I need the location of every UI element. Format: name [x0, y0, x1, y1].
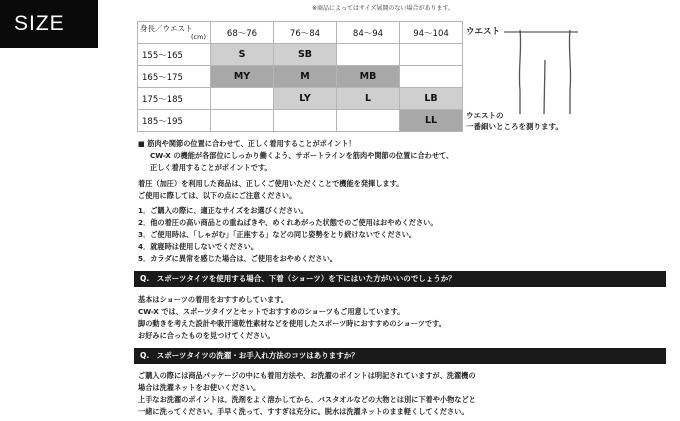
- size-cell: [211, 110, 274, 132]
- pressure-note: [138, 178, 403, 202]
- pressure-note-line: 着圧（加圧）を利用した商品は、正しくご使用いただくことで機能を発揮します。: [138, 179, 404, 188]
- availability-note: ※商品によってはサイズ展開のない場合があります。: [312, 5, 455, 12]
- size-cell: LB: [400, 88, 463, 110]
- row-header: 165〜175: [138, 66, 211, 88]
- size-chart-table: [137, 21, 463, 132]
- size-cell: [400, 44, 463, 66]
- faq-answer-underwear: [138, 294, 446, 342]
- legs-diagram-icon: [500, 20, 590, 115]
- fit-note-line: ■ 筋肉や関節の位置に合わせて、正しく着用することがポイント！: [138, 139, 356, 148]
- size-cell: [400, 66, 463, 88]
- answer-line: 場合は洗濯ネットをお使いください。: [138, 383, 261, 392]
- size-cell: S: [211, 44, 274, 66]
- table-row: [138, 44, 463, 66]
- size-cell: SB: [274, 44, 337, 66]
- size-cell: [211, 88, 274, 110]
- column-header: 76〜84: [274, 22, 337, 44]
- answer-line: CW-X では、スポーツタイツとセットでおすすめのショーツもご用意しています。: [138, 307, 405, 316]
- size-cell: MY: [211, 66, 274, 88]
- fit-note-line: 正しく着用することがポイントです。: [150, 163, 272, 172]
- row-header: 175〜185: [138, 88, 211, 110]
- table-row: [138, 110, 463, 132]
- waist-note-line: 一番細いところを測ります。: [466, 122, 563, 131]
- column-header: 94〜104: [400, 22, 463, 44]
- pressure-note-line: ご使用に際しては、以下の点にご注意ください。: [138, 191, 297, 200]
- size-cell: [337, 110, 400, 132]
- answer-line: 基本はショーツの着用をおすすめしています。: [138, 295, 289, 304]
- size-cell: [337, 44, 400, 66]
- answer-line: 一緒に洗ってください。手早く洗って、すすぎは充分に。脱水は洗濯ネットのまま軽くしてください。: [138, 407, 469, 416]
- fit-note-line: CW-X の機能が各部位にしっかり働くよう、サポートラインを筋肉や関節の位置に合わせて、: [150, 151, 454, 160]
- faq-answer-washing: [138, 370, 476, 418]
- size-cell: L: [337, 88, 400, 110]
- corner-unit: (cm): [191, 32, 206, 41]
- table-row: [138, 88, 463, 110]
- column-header: 68〜76: [211, 22, 274, 44]
- corner-label: 身長／ウエスト: [140, 23, 193, 33]
- caution-item: 1．ご購入の際に、適正なサイズをお選びください。: [138, 206, 308, 215]
- answer-line: ご購入の際には商品パッケージの中にも着用方法や、お洗濯のポイントは明記されていますが、洗濯機の: [138, 371, 476, 380]
- table-corner-header: [138, 22, 211, 44]
- caution-item: 4．就寝時は使用しないでください。: [138, 242, 259, 251]
- faq-question-underwear: Q. スポーツタイツを使用する場合、下着（ショーツ）を下にはいた方がいいのでしょうか？: [134, 271, 666, 287]
- size-badge: SIZE: [0, 0, 98, 48]
- size-cell: LY: [274, 88, 337, 110]
- size-cell: MB: [337, 66, 400, 88]
- faq-question-washing: Q. スポーツタイツの洗濯・お手入れ方法のコツはありますか？: [134, 348, 666, 364]
- waist-label: ウエスト: [466, 27, 501, 37]
- size-cell: [274, 110, 337, 132]
- fit-note: [138, 138, 453, 174]
- size-cell: M: [274, 66, 337, 88]
- waist-note-line: ウエストの: [466, 111, 504, 120]
- caution-item: 3．ご使用時は、「しゃがむ」「正座する」などの同じ姿勢をとり続けないでください。: [138, 230, 417, 239]
- caution-item: 5．カラダに異常を感じた場合は、ご使用をおやめください。: [138, 254, 337, 263]
- row-header: 155〜165: [138, 44, 211, 66]
- row-header: 185〜195: [138, 110, 211, 132]
- column-header: 84〜94: [337, 22, 400, 44]
- table-header-row: [138, 22, 463, 44]
- answer-line: 上手なお洗濯のポイントは、洗剤をよく溶かしてから、バスタオルなどの大物とは別に下着や小物などと: [138, 395, 476, 404]
- table-row: [138, 66, 463, 88]
- caution-list: [138, 205, 438, 265]
- caution-item: 2．他の着圧の高い商品との重ねばきや、めくれあがった状態でのご使用はおやめください。: [138, 218, 438, 227]
- size-cell: LL: [400, 110, 463, 132]
- answer-line: お好みに合ったものを見つけてください。: [138, 331, 275, 340]
- waist-measure-note: [466, 110, 563, 132]
- answer-line: 脚の動きを考えた設計や吸汗速乾性素材などを使用したスポーツ時におすすめのショーツです。: [138, 319, 446, 328]
